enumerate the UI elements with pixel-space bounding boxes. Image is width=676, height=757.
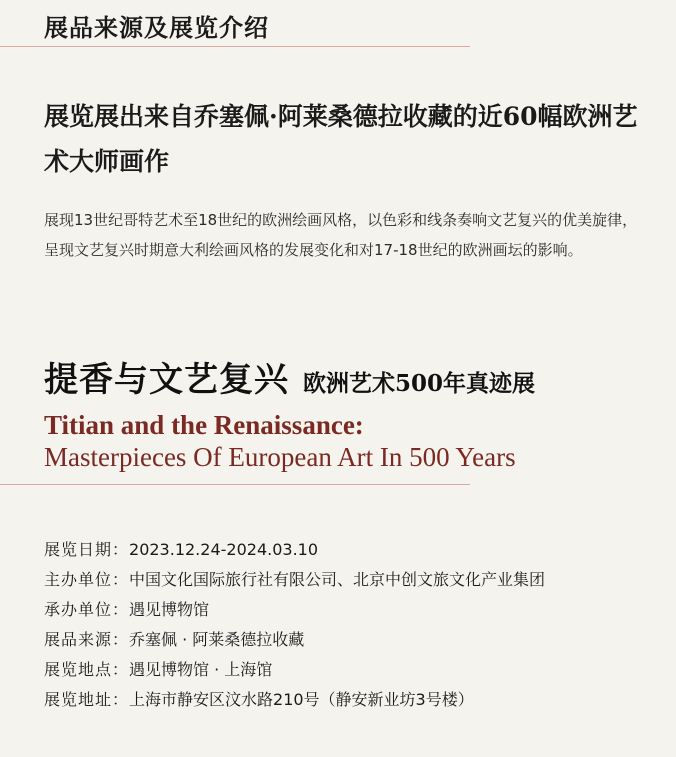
divider (0, 46, 470, 47)
detail-value: 遇见博物馆 (129, 600, 210, 619)
detail-label: 展览地址： (44, 690, 130, 709)
detail-label: 展览地点： (44, 660, 130, 679)
detail-venue (44, 655, 545, 685)
exhibition-title-zh (44, 352, 535, 401)
detail-label: 展品来源： (44, 630, 130, 649)
exhibition-main-title: 提香与文艺复兴 (44, 360, 289, 400)
exhibition-subtitle-zh: 欧洲艺术500年真迹展 (303, 370, 536, 397)
exhibition-subtitle-en: Masterpieces Of European Art In 500 Years (44, 442, 516, 472)
detail-label: 主办单位： (44, 570, 130, 589)
intro-paragraph: 展现13世纪哥特艺术至18世纪的欧洲绘画风格，以色彩和线条奏响文艺复兴的优美旋律，呈现文艺复兴时期意大利绘画风格的发展变化和对17-18世纪的欧洲画坛的影响。 (44, 211, 638, 259)
detail-value: 遇见博物馆 · 上海馆 (129, 660, 273, 679)
details-list (44, 535, 545, 715)
detail-source (44, 625, 545, 655)
detail-label: 承办单位： (44, 600, 130, 619)
detail-date (44, 535, 545, 565)
detail-value: 乔塞佩 · 阿莱桑德拉收藏 (129, 630, 305, 649)
detail-address (44, 685, 545, 715)
exhibition-title-en: Titian and the Renaissance: (44, 410, 364, 440)
detail-value: 2023.12.24-2024.03.10 (129, 540, 319, 559)
detail-organizer (44, 565, 545, 595)
divider (0, 484, 470, 485)
section-title: 展品来源及展览介绍 (44, 14, 269, 42)
detail-label: 展览日期： (44, 540, 130, 559)
headline: 展览展出来自乔塞佩·阿莱桑德拉收藏的近60幅欧洲艺术大师画作 (44, 102, 638, 176)
detail-value: 中国文化国际旅行社有限公司、北京中创文旅文化产业集团 (129, 570, 546, 589)
detail-value: 上海市静安区汶水路210号（静安新业坊3号楼） (129, 690, 474, 709)
detail-co-organizer (44, 595, 545, 625)
